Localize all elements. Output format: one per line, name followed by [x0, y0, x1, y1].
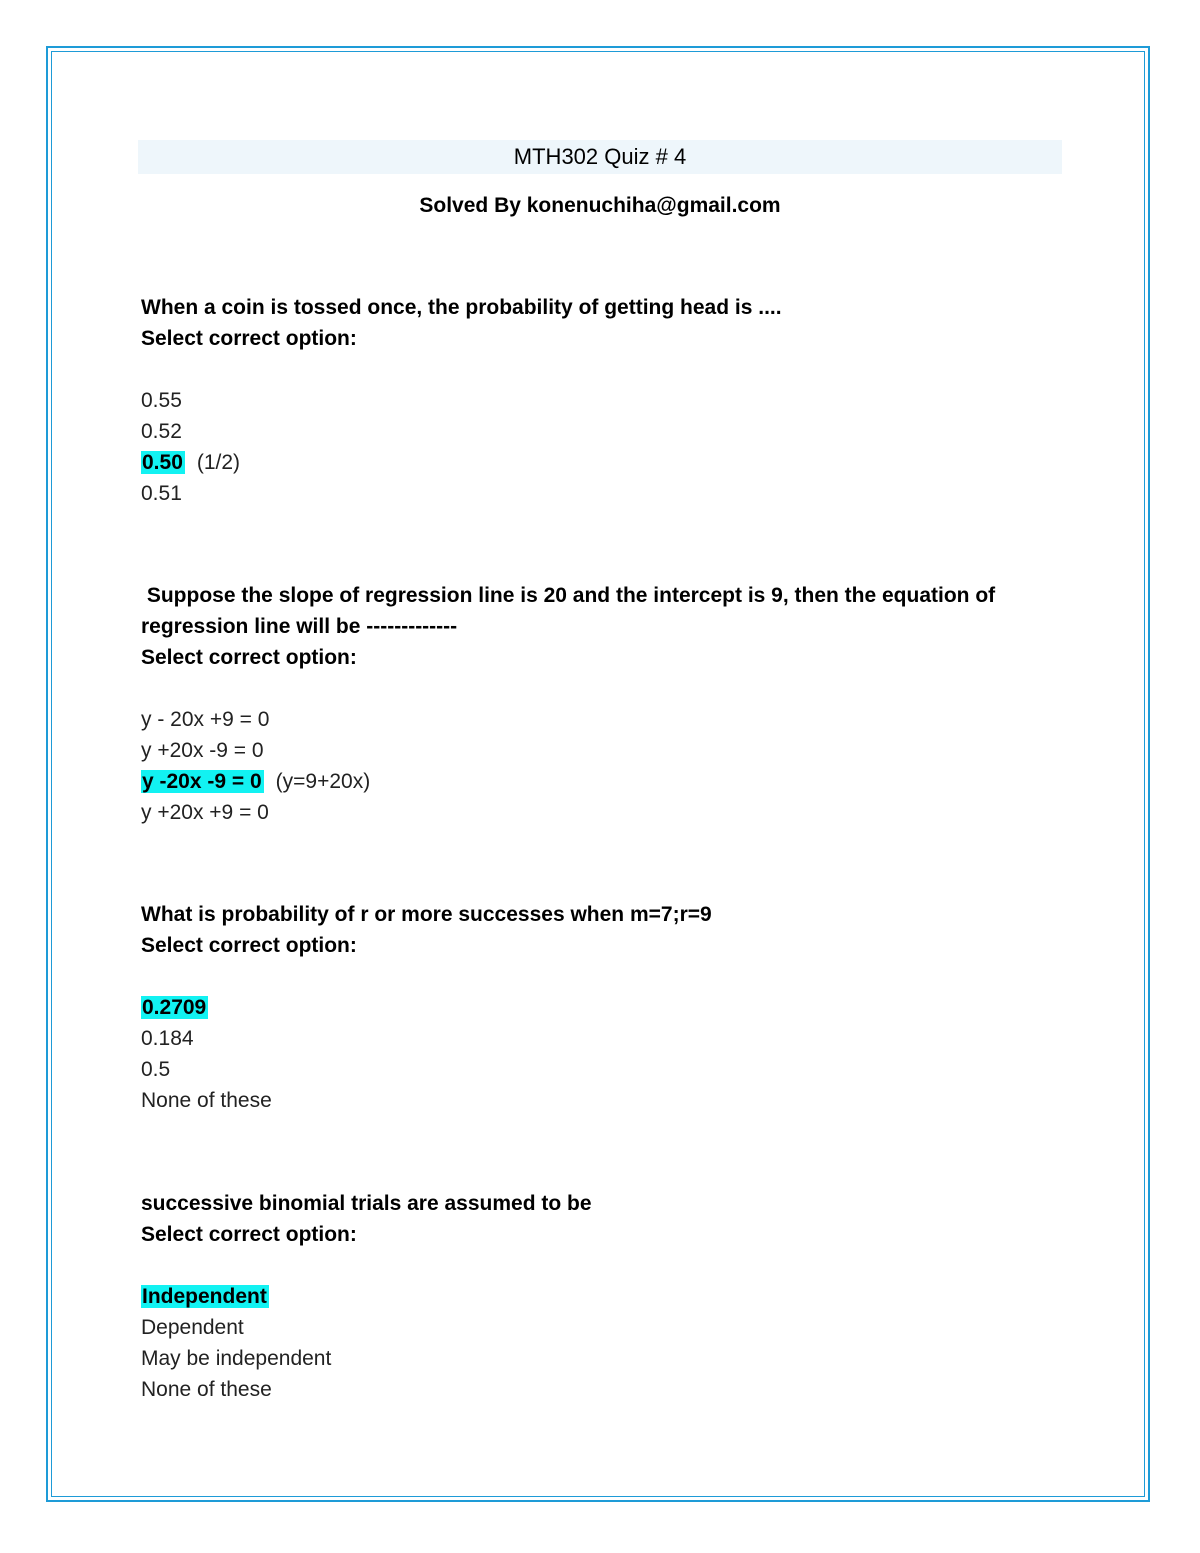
question-4 [141, 1188, 1041, 1405]
question-1 [141, 292, 1041, 509]
option-text: 0.51 [141, 482, 182, 505]
option-text: None of these [141, 1089, 272, 1112]
option-item[interactable] [141, 704, 1041, 735]
option-item[interactable] [141, 797, 1041, 828]
option-text: Dependent [141, 1316, 244, 1339]
option-list [141, 992, 1041, 1116]
option-text: Independent [142, 1285, 267, 1308]
option-item[interactable] [141, 1054, 1041, 1085]
option-text: y -20x -9 = 0 [142, 770, 262, 793]
option-text: y +20x +9 = 0 [141, 801, 269, 824]
option-text: 0.2709 [142, 996, 207, 1019]
option-list [141, 385, 1041, 509]
question-2 [141, 580, 1041, 828]
question-text: When a coin is tossed once, the probability of getting head is .... [141, 296, 788, 319]
option-text: 0.50 [142, 451, 183, 474]
option-text: 0.5 [141, 1058, 171, 1081]
option-item-correct[interactable] [141, 447, 1041, 478]
question-prompt: Select correct option: [141, 934, 357, 957]
option-note: (y=9+20x) [275, 770, 371, 793]
option-list [141, 1281, 1041, 1405]
option-text: y - 20x +9 = 0 [141, 708, 270, 731]
option-item-correct[interactable] [141, 992, 1041, 1023]
option-item[interactable] [141, 478, 1041, 509]
option-item[interactable] [141, 1312, 1041, 1343]
question-text: successive binomial trials are assumed to be [141, 1192, 592, 1215]
option-item[interactable] [141, 1085, 1041, 1116]
question-3 [141, 899, 1041, 1116]
option-item[interactable] [141, 1374, 1041, 1405]
question-prompt: Select correct option: [141, 646, 357, 669]
option-item[interactable] [141, 1343, 1041, 1374]
question-prompt: Select correct option: [141, 327, 357, 350]
question-text: What is probability of r or more successes when m=7;r=9 [141, 903, 712, 926]
question-text: Suppose the slope of regression line is 20 and the intercept is 9, then the equation of regression line will be ------------- [141, 584, 1002, 638]
option-text: 0.55 [141, 389, 182, 412]
option-text: y +20x -9 = 0 [141, 739, 264, 762]
option-text: May be independent [141, 1347, 332, 1370]
option-item[interactable] [141, 416, 1041, 447]
option-note: (1/2) [196, 451, 241, 474]
page-subtitle: Solved By konenuchiha@gmail.com [419, 194, 781, 217]
question-prompt: Select correct option: [141, 1223, 357, 1246]
option-item[interactable] [141, 735, 1041, 766]
option-item[interactable] [141, 385, 1041, 416]
page-title: MTH302 Quiz # 4 [513, 144, 687, 169]
option-item-correct[interactable] [141, 1281, 1041, 1312]
option-list [141, 704, 1041, 828]
option-text: None of these [141, 1378, 272, 1401]
option-item-correct[interactable] [141, 766, 1041, 797]
option-item[interactable] [141, 1023, 1041, 1054]
option-text: 0.184 [141, 1027, 194, 1050]
option-text: 0.52 [141, 420, 182, 443]
